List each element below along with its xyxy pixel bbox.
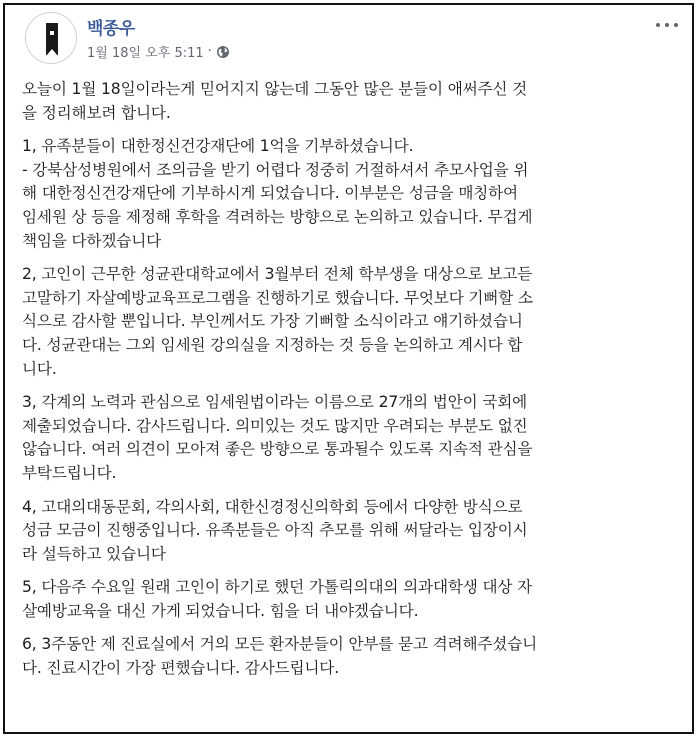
post-line: 고말하기 자살예방교육프로그램을 진행하기로 했습니다. 무엇보다 기뻐할 소: [22, 288, 533, 307]
post-line: 부탁드립니다.: [22, 463, 117, 482]
post-body: [22, 78, 680, 691]
post-line: 않습니다. 여러 의견이 모아져 좋은 방향으로 통과될수 있도록 지속적 관심을: [22, 440, 533, 459]
post-meta: [87, 42, 230, 61]
post-line: 다. 성균관대는 그외 임세원 강의실을 지정하는 것 등을 논의하고 계시다 합: [22, 335, 523, 354]
author-name[interactable]: 백종우: [87, 19, 135, 39]
post-paragraph: [22, 135, 680, 253]
globe-icon[interactable]: [216, 45, 230, 59]
post-line: 을 정리해보려 합니다.: [22, 103, 171, 122]
post-line: 살예방교육을 대신 가게 되었습니다. 힘을 더 내야겠습니다.: [22, 601, 419, 620]
post-line: 성금 모금이 진행중입니다. 유족분들은 아직 추모를 위해 써달라는 입장이시: [22, 521, 528, 540]
post-line: 2, 고인이 근무한 성균관대학교에서 3월부터 전체 학부생을 대상으로 보고듣: [22, 265, 533, 284]
post-line: - 강북삼성병원에서 조의금을 받기 어렵다 정중히 거절하셔서 추모사업을 위: [22, 160, 529, 179]
post-paragraph: [22, 391, 680, 485]
post-paragraph: [22, 78, 680, 125]
post-timestamp[interactable]: 1월 18일 오후 5:11: [87, 46, 204, 61]
ribbon-mark: [50, 31, 54, 35]
post-line: 3, 각계의 노력과 관심으로 임세원법이라는 이름으로 27개의 법안이 국회에: [22, 393, 528, 412]
post-card: [3, 3, 694, 734]
ribbon-notch: [46, 49, 58, 56]
meta-separator: ·: [207, 44, 212, 59]
more-options-icon[interactable]: [656, 20, 678, 30]
post-paragraph: [22, 633, 680, 680]
avatar[interactable]: [25, 12, 77, 64]
post-line: 6, 3주동안 제 진료실에서 거의 모든 환자분들이 안부를 묻고 격려해주셨습니: [22, 635, 538, 654]
post-header: [25, 12, 682, 64]
post-line: 책임을 다하겠습니다: [22, 231, 162, 250]
post-line: 니다.: [22, 359, 57, 378]
post-paragraph: [22, 263, 680, 381]
post-line: 해 대한정신건강재단에 기부하시게 되었습니다. 이부분은 성금을 매칭하여: [22, 184, 518, 203]
post-line: 4, 고대의대동문회, 각의사회, 대한신경정신의학회 등에서 다양한 방식으로: [22, 497, 523, 516]
post-line: 다. 진료시간이 가장 편했습니다. 감사드립니다.: [22, 659, 340, 678]
post-paragraph: [22, 496, 680, 567]
post-line: 임세원 상 등을 제정해 후학을 격려하는 방향으로 논의하고 있습니다. 무겁게: [22, 207, 533, 226]
post-line: 제출되었습니다. 감사드립니다. 의미있는 것도 많지만 우려되는 부분도 없진: [22, 416, 528, 435]
post-line: 식으로 감사할 뿐입니다. 부인께서도 가장 기뻐할 소식이라고 얘기하셨습니: [22, 312, 523, 331]
post-line: 1, 유족분들이 대한정신건강재단에 1억을 기부하셨습니다.: [22, 137, 414, 156]
post-line: 라 설득하고 있습니다: [22, 544, 166, 563]
post-paragraph: [22, 576, 680, 623]
post-line: 5, 다음주 수요일 원래 고인이 하기로 했던 가톨릭의대의 의과대학생 대상 자: [22, 578, 533, 597]
post-line: 오늘이 1월 18일이라는게 믿어지지 않는데 그동안 많은 분들이 애써주신 것: [22, 80, 528, 98]
